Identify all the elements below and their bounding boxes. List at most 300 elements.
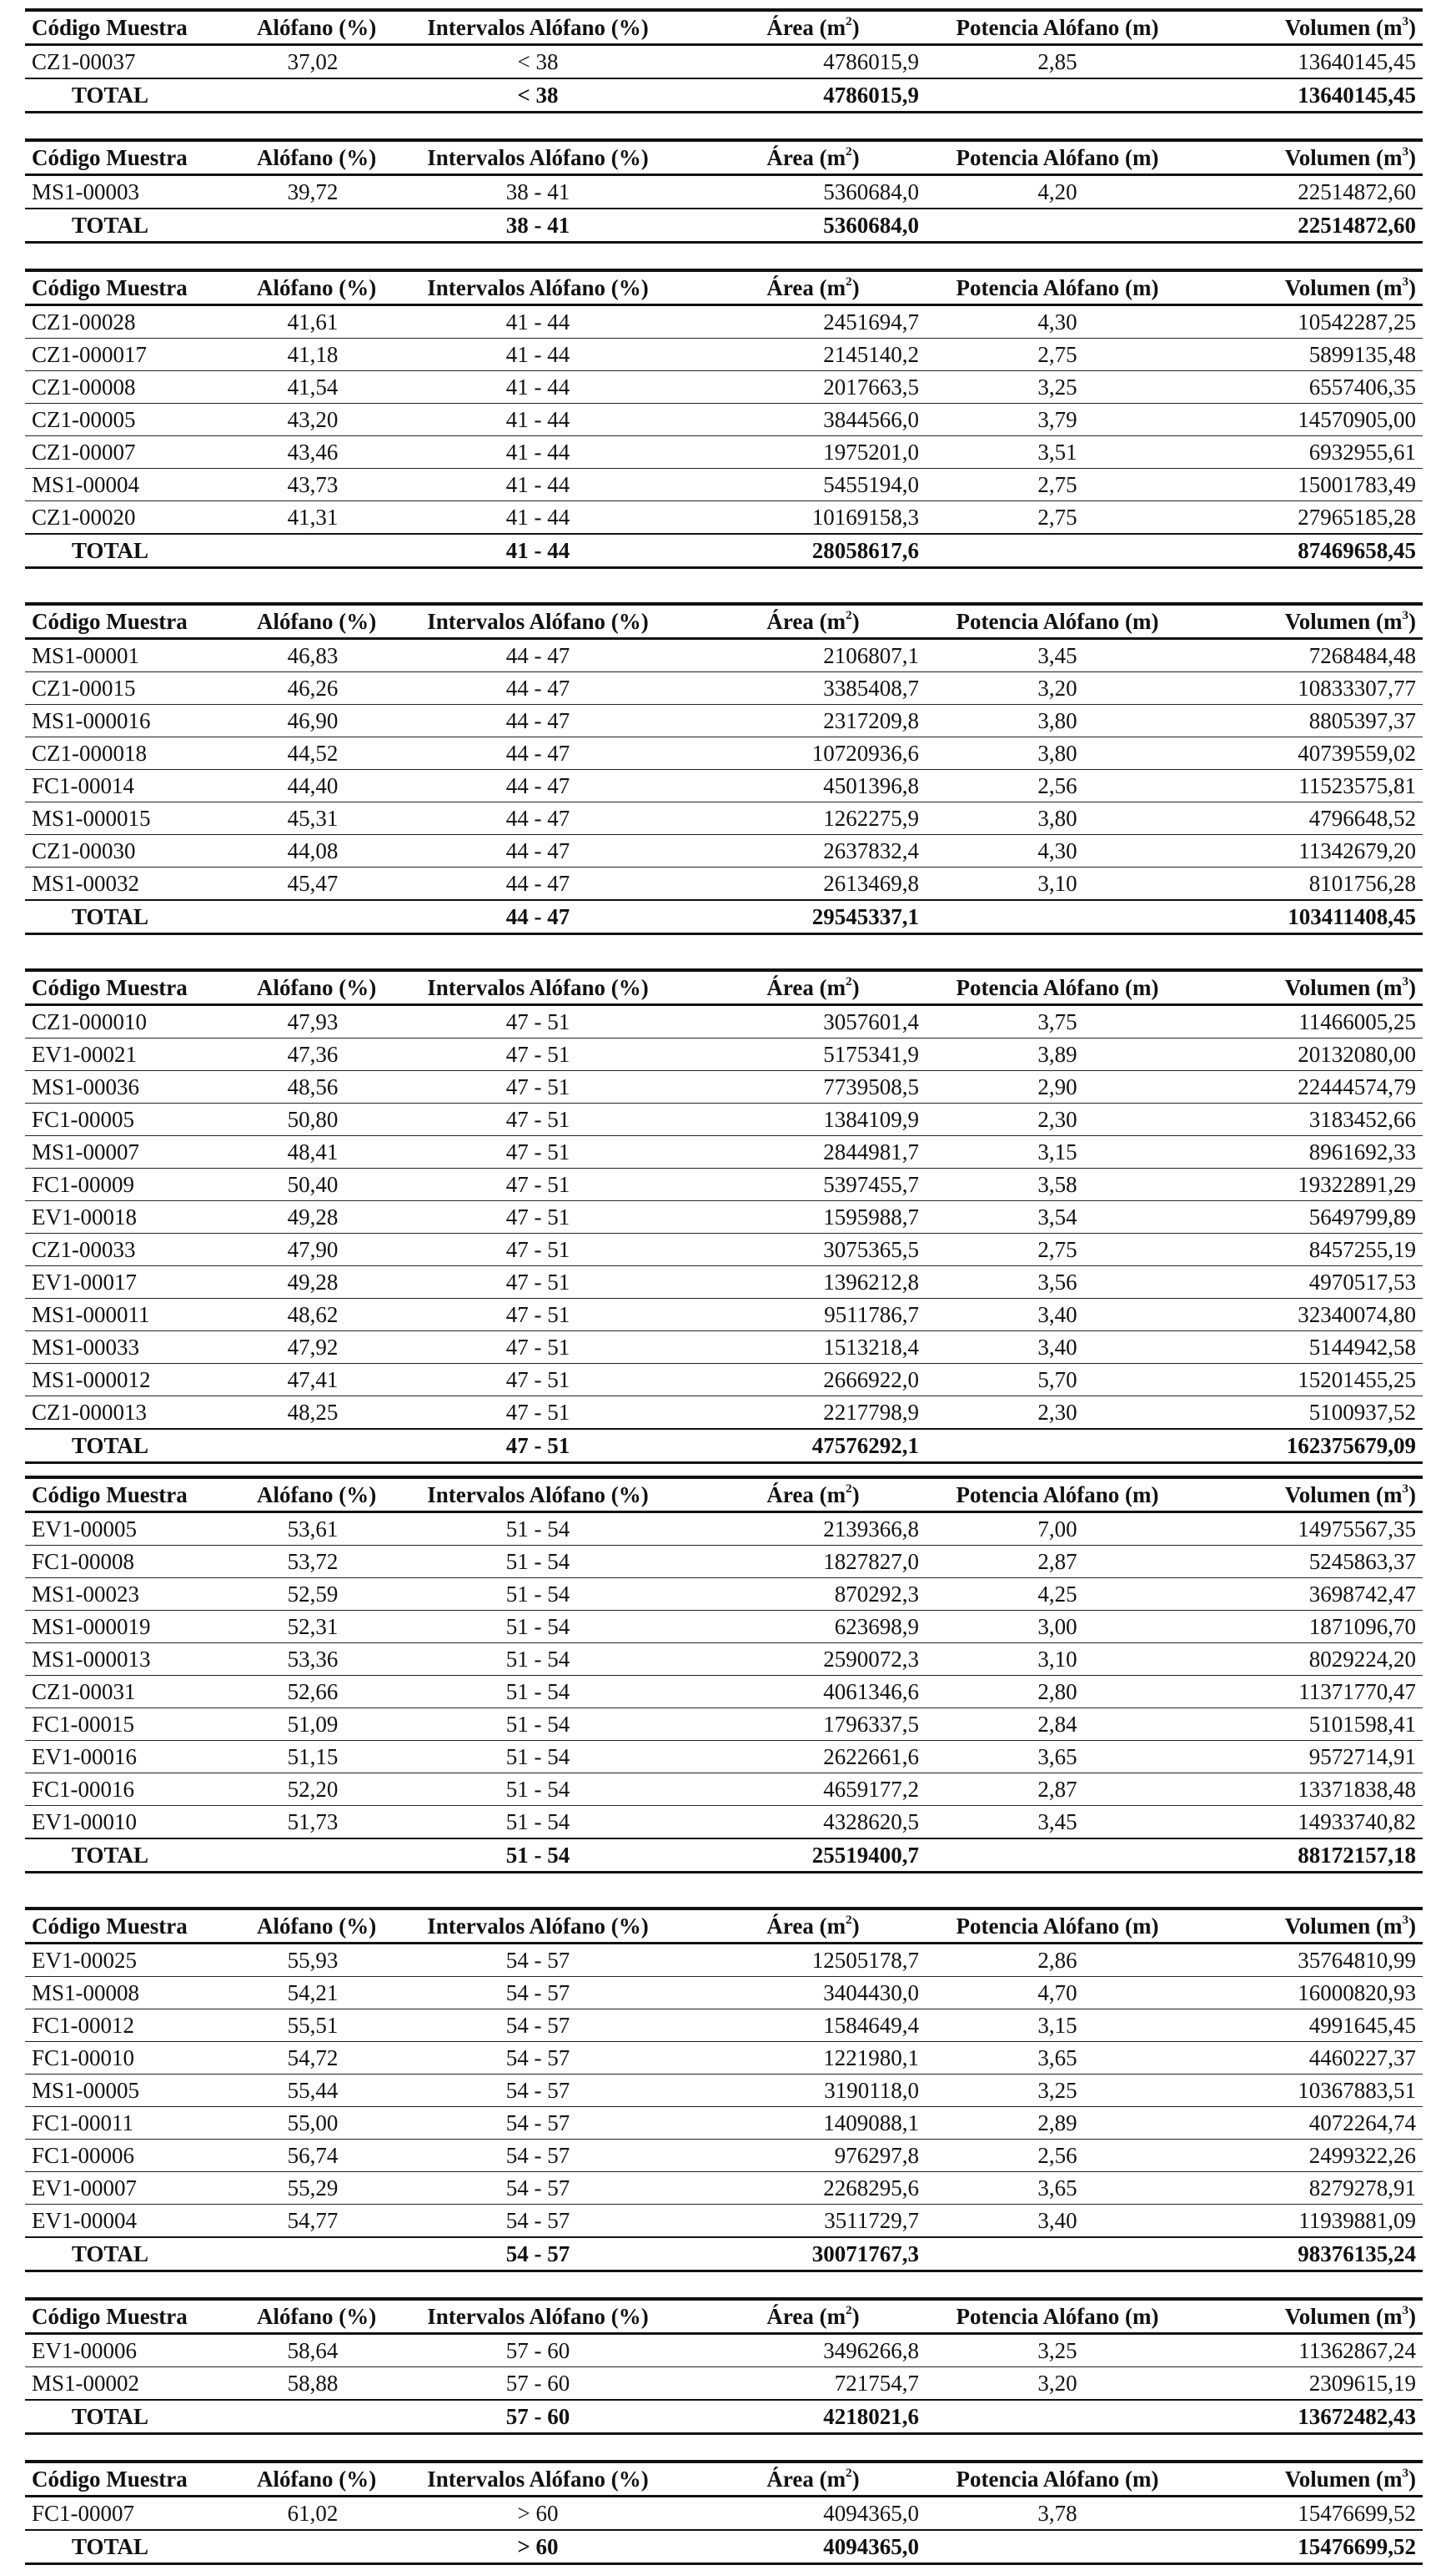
table-row — [25, 1643, 1423, 1676]
table-row — [25, 2107, 1423, 2140]
cell: 47 - 51 — [375, 1005, 700, 1039]
header-volumen-close: ) — [1408, 15, 1416, 40]
header-alofano: Alófano (%) — [257, 609, 377, 634]
cell: 2,80 — [926, 1676, 1189, 1708]
table-header-row — [25, 140, 1423, 175]
cell: 870292,3 — [700, 1578, 926, 1611]
total-empty — [926, 534, 1189, 568]
cell: 44 - 47 — [375, 802, 700, 835]
cell: 2,87 — [926, 1773, 1189, 1806]
cell: 52,31 — [250, 1611, 375, 1643]
total-volume: 98376135,24 — [1189, 2237, 1423, 2271]
total-empty — [926, 2400, 1189, 2434]
total-interval: 41 - 44 — [375, 534, 700, 568]
cell: 47 - 51 — [375, 1299, 700, 1331]
cell: 2,75 — [926, 469, 1189, 501]
cell: FC1-00009 — [25, 1169, 250, 1201]
cell: 11939881,09 — [1189, 2205, 1423, 2238]
cell: 54,77 — [250, 2205, 375, 2238]
cell: 41 - 44 — [375, 339, 700, 371]
total-label: TOTAL — [25, 1429, 250, 1463]
header-area-text: Área (m — [766, 145, 846, 170]
total-area: 29545337,1 — [700, 900, 926, 934]
cell: 46,26 — [250, 672, 375, 705]
cell: 47 - 51 — [375, 1136, 700, 1169]
cell: 43,46 — [250, 436, 375, 469]
cell: 10542287,25 — [1189, 305, 1423, 339]
header-area-text: Área (m — [766, 1482, 846, 1507]
cell: 44 - 47 — [375, 737, 700, 770]
cell: 2217798,9 — [700, 1396, 926, 1430]
cell: 2,56 — [926, 2140, 1189, 2172]
total-empty — [926, 1429, 1189, 1463]
cell: 51,09 — [250, 1708, 375, 1741]
table-header-row — [25, 970, 1423, 1005]
cell: 4,30 — [926, 835, 1189, 868]
cell: 61,02 — [250, 2497, 375, 2531]
table-row — [25, 436, 1423, 469]
header-area-close: ) — [851, 1914, 860, 1939]
cell: 46,90 — [250, 705, 375, 737]
header-area-exponent: 2 — [846, 275, 852, 289]
total-area: 25519400,7 — [700, 1838, 926, 1873]
cell: 13640145,45 — [1189, 45, 1423, 79]
cell: EV1-00021 — [25, 1039, 250, 1071]
total-label: TOTAL — [25, 2400, 250, 2434]
cell: 47 - 51 — [375, 1396, 700, 1430]
cell: 10367883,51 — [1189, 2075, 1423, 2107]
header-volumen-exponent: 3 — [1402, 1914, 1408, 1927]
cell: 52,66 — [250, 1676, 375, 1708]
cell: EV1-00017 — [25, 1266, 250, 1299]
cell: 51 - 54 — [375, 1611, 700, 1643]
table-row — [25, 305, 1423, 339]
cell: 4991645,45 — [1189, 2009, 1423, 2042]
cell: 3,80 — [926, 802, 1189, 835]
cell: CZ1-00037 — [25, 45, 250, 79]
total-area: 28058617,6 — [700, 534, 926, 568]
header-codigo: Código Muestra — [32, 15, 188, 40]
cell: CZ1-00008 — [25, 371, 250, 404]
cell: 1221980,1 — [700, 2042, 926, 2075]
total-row — [25, 2400, 1423, 2434]
total-volume: 162375679,09 — [1189, 1429, 1423, 1463]
cell: MS1-00002 — [25, 2367, 250, 2401]
cell: 47 - 51 — [375, 1039, 700, 1071]
cell: 976297,8 — [700, 2140, 926, 2172]
table-header-row — [25, 2462, 1423, 2497]
interval-table — [25, 8, 1423, 113]
cell: 41 - 44 — [375, 404, 700, 436]
header-intervalos: Intervalos Alófano (%) — [427, 2304, 649, 2329]
cell: 22444574,79 — [1189, 1071, 1423, 1104]
cell: MS1-000019 — [25, 1611, 250, 1643]
table-row — [25, 802, 1423, 835]
cell: 3,78 — [926, 2497, 1189, 2531]
cell: FC1-00006 — [25, 2140, 250, 2172]
cell: 8279278,91 — [1189, 2172, 1423, 2205]
cell: 11523575,81 — [1189, 770, 1423, 802]
cell: 2,87 — [926, 1546, 1189, 1578]
cell: 55,51 — [250, 2009, 375, 2042]
total-volume: 88172157,18 — [1189, 1838, 1423, 1873]
cell: 27965185,28 — [1189, 501, 1423, 535]
cell: 3057601,4 — [700, 1005, 926, 1039]
table-row — [25, 672, 1423, 705]
cell: 3,10 — [926, 868, 1189, 901]
cell: 45,47 — [250, 868, 375, 901]
header-potencia: Potencia Alófano (m) — [956, 275, 1159, 300]
cell: 3,58 — [926, 1169, 1189, 1201]
table-row — [25, 1234, 1423, 1266]
total-empty — [250, 2400, 375, 2434]
cell: < 38 — [375, 45, 700, 79]
cell: 4328620,5 — [700, 1806, 926, 1839]
cell: 47 - 51 — [375, 1234, 700, 1266]
cell: 5,70 — [926, 1364, 1189, 1396]
cell: 8457255,19 — [1189, 1234, 1423, 1266]
header-volumen-close: ) — [1408, 2304, 1416, 2329]
cell: EV1-00004 — [25, 2205, 250, 2238]
cell: 3,25 — [926, 2334, 1189, 2367]
total-empty — [926, 2530, 1189, 2564]
total-interval: 57 - 60 — [375, 2400, 700, 2434]
cell: MS1-000013 — [25, 1643, 250, 1676]
header-codigo: Código Muestra — [32, 1482, 188, 1507]
cell: 3404430,0 — [700, 1977, 926, 2009]
cell: 47 - 51 — [375, 1364, 700, 1396]
cell: 16000820,93 — [1189, 1977, 1423, 2009]
interval-table — [25, 1907, 1423, 2272]
cell: 44 - 47 — [375, 705, 700, 737]
total-area: 4094365,0 — [700, 2530, 926, 2564]
cell: 51 - 54 — [375, 1708, 700, 1741]
interval-table — [25, 138, 1423, 244]
header-volumen-text: Volumen (m — [1284, 15, 1403, 40]
cell: 47,36 — [250, 1039, 375, 1071]
table-row — [25, 1741, 1423, 1773]
cell: 4072264,74 — [1189, 2107, 1423, 2140]
table-row — [25, 1578, 1423, 1611]
cell: 35764810,99 — [1189, 1944, 1423, 1977]
total-empty — [926, 2237, 1189, 2271]
total-empty — [250, 1429, 375, 1463]
cell: 44 - 47 — [375, 868, 700, 901]
cell: CZ1-000010 — [25, 1005, 250, 1039]
header-codigo: Código Muestra — [32, 2467, 188, 2492]
cell: 1262275,9 — [700, 802, 926, 835]
header-volumen — [1189, 2462, 1423, 2497]
cell: 53,61 — [250, 1512, 375, 1546]
header-volumen — [1189, 604, 1423, 639]
total-interval: 54 - 57 — [375, 2237, 700, 2271]
cell: 47 - 51 — [375, 1104, 700, 1136]
table-row — [25, 2497, 1423, 2531]
total-label: TOTAL — [25, 2237, 250, 2271]
cell: 4094365,0 — [700, 2497, 926, 2531]
cell: 41 - 44 — [375, 436, 700, 469]
table-row — [25, 1299, 1423, 1331]
cell: 4786015,9 — [700, 45, 926, 79]
table-row — [25, 1546, 1423, 1578]
cell: 5245863,37 — [1189, 1546, 1423, 1578]
total-row — [25, 1429, 1423, 1463]
cell: 54 - 57 — [375, 2172, 700, 2205]
cell: 1827827,0 — [700, 1546, 926, 1578]
header-codigo: Código Muestra — [32, 1914, 188, 1939]
cell: 2,30 — [926, 1396, 1189, 1430]
header-area — [700, 270, 926, 305]
header-area-close: ) — [851, 2304, 860, 2329]
cell: 48,41 — [250, 1136, 375, 1169]
cell: 8029224,20 — [1189, 1643, 1423, 1676]
cell: 2622661,6 — [700, 1741, 926, 1773]
cell: 47 - 51 — [375, 1071, 700, 1104]
header-volumen-text: Volumen (m — [1284, 275, 1403, 300]
header-volumen-exponent: 3 — [1402, 975, 1408, 988]
total-label: TOTAL — [25, 78, 250, 113]
header-codigo: Código Muestra — [32, 275, 188, 300]
cell: 4460227,37 — [1189, 2042, 1423, 2075]
cell: 51 - 54 — [375, 1578, 700, 1611]
cell: 2,85 — [926, 45, 1189, 79]
cell: 3,65 — [926, 1741, 1189, 1773]
cell: 44,08 — [250, 835, 375, 868]
cell: 32340074,80 — [1189, 1299, 1423, 1331]
table-row — [25, 1039, 1423, 1071]
cell: 11466005,25 — [1189, 1005, 1423, 1039]
cell: 51 - 54 — [375, 1773, 700, 1806]
header-intervalos: Intervalos Alófano (%) — [427, 275, 649, 300]
table-row — [25, 1773, 1423, 1806]
cell: 56,74 — [250, 2140, 375, 2172]
header-area-text: Área (m — [766, 275, 846, 300]
cell: MS1-00007 — [25, 1136, 250, 1169]
cell: MS1-00004 — [25, 469, 250, 501]
header-intervalos: Intervalos Alófano (%) — [427, 1482, 649, 1507]
total-volume: 22514872,60 — [1189, 209, 1423, 243]
cell: 623698,9 — [700, 1611, 926, 1643]
interval-table — [25, 602, 1423, 935]
cell: FC1-00007 — [25, 2497, 250, 2531]
table-row — [25, 1201, 1423, 1234]
cell: MS1-00003 — [25, 175, 250, 209]
header-volumen — [1189, 970, 1423, 1005]
cell: 48,25 — [250, 1396, 375, 1430]
cell: 3,56 — [926, 1266, 1189, 1299]
cell: MS1-00008 — [25, 1977, 250, 2009]
header-alofano: Alófano (%) — [257, 2467, 377, 2492]
header-volumen-text: Volumen (m — [1284, 975, 1403, 1000]
cell: FC1-00008 — [25, 1546, 250, 1578]
cell: 3,79 — [926, 404, 1189, 436]
header-area-text: Área (m — [766, 1914, 846, 1939]
cell: CZ1-00020 — [25, 501, 250, 535]
header-potencia: Potencia Alófano (m) — [956, 1914, 1159, 1939]
table-row — [25, 2009, 1423, 2042]
cell: 55,00 — [250, 2107, 375, 2140]
cell: 51 - 54 — [375, 1512, 700, 1546]
table-row — [25, 2140, 1423, 2172]
header-volumen — [1189, 140, 1423, 175]
cell: 3,25 — [926, 2075, 1189, 2107]
cell: EV1-00010 — [25, 1806, 250, 1839]
header-intervalos: Intervalos Alófano (%) — [427, 2467, 649, 2492]
header-alofano: Alófano (%) — [257, 975, 377, 1000]
total-row — [25, 2237, 1423, 2271]
total-empty — [250, 2237, 375, 2271]
cell: EV1-00006 — [25, 2334, 250, 2367]
cell: 4,70 — [926, 1977, 1189, 2009]
header-area-text: Área (m — [766, 609, 846, 634]
total-empty — [250, 534, 375, 568]
total-interval: > 60 — [375, 2530, 700, 2564]
cell: 41 - 44 — [375, 371, 700, 404]
cell: CZ1-00030 — [25, 835, 250, 868]
cell: 5144942,58 — [1189, 1331, 1423, 1364]
header-alofano: Alófano (%) — [257, 2304, 377, 2329]
cell: 41 - 44 — [375, 501, 700, 535]
header-area — [700, 604, 926, 639]
header-volumen-close: ) — [1408, 975, 1416, 1000]
cell: 2145140,2 — [700, 339, 926, 371]
cell: 3,51 — [926, 436, 1189, 469]
cell: 52,20 — [250, 1773, 375, 1806]
interval-table — [25, 2297, 1423, 2435]
cell: 7739508,5 — [700, 1071, 926, 1104]
total-label: TOTAL — [25, 209, 250, 243]
cell: CZ1-00031 — [25, 1676, 250, 1708]
cell: 54 - 57 — [375, 2009, 700, 2042]
table-row — [25, 1512, 1423, 1546]
cell: 54 - 57 — [375, 2107, 700, 2140]
cell: 43,20 — [250, 404, 375, 436]
header-area-exponent: 2 — [846, 2467, 852, 2480]
cell: 40739559,02 — [1189, 737, 1423, 770]
table-header-row — [25, 604, 1423, 639]
cell: EV1-00007 — [25, 2172, 250, 2205]
cell: 7268484,48 — [1189, 639, 1423, 672]
total-label: TOTAL — [25, 534, 250, 568]
cell: 5397455,7 — [700, 1169, 926, 1201]
cell: 3,40 — [926, 1331, 1189, 1364]
table-header-row — [25, 1477, 1423, 1512]
cell: 2499322,26 — [1189, 2140, 1423, 2172]
cell: 51 - 54 — [375, 1741, 700, 1773]
header-area-close: ) — [851, 975, 860, 1000]
cell: > 60 — [375, 2497, 700, 2531]
table-row — [25, 45, 1423, 79]
header-area-exponent: 2 — [846, 1482, 852, 1496]
table-row — [25, 1169, 1423, 1201]
total-volume: 103411408,45 — [1189, 900, 1423, 934]
cell: 55,29 — [250, 2172, 375, 2205]
cell: 2637832,4 — [700, 835, 926, 868]
cell: 50,40 — [250, 1169, 375, 1201]
cell: 3,25 — [926, 371, 1189, 404]
header-area-exponent: 2 — [846, 975, 852, 988]
cell: 2139366,8 — [700, 1512, 926, 1546]
table-row — [25, 1944, 1423, 1977]
cell: FC1-00010 — [25, 2042, 250, 2075]
total-volume: 15476699,52 — [1189, 2530, 1423, 2564]
cell: 9511786,7 — [700, 1299, 926, 1331]
total-volume: 13640145,45 — [1189, 78, 1423, 113]
cell: MS1-00001 — [25, 639, 250, 672]
header-volumen-text: Volumen (m — [1284, 609, 1403, 634]
table-row — [25, 1806, 1423, 1839]
cell: EV1-00025 — [25, 1944, 250, 1977]
header-volumen-close: ) — [1408, 1914, 1416, 1939]
header-volumen-text: Volumen (m — [1284, 145, 1403, 170]
table-header-row — [25, 2299, 1423, 2334]
header-volumen — [1189, 10, 1423, 45]
header-intervalos: Intervalos Alófano (%) — [427, 1914, 649, 1939]
cell: 3,10 — [926, 1643, 1189, 1676]
table-header-row — [25, 1909, 1423, 1944]
cell: 2017663,5 — [700, 371, 926, 404]
header-codigo: Código Muestra — [32, 609, 188, 634]
header-area-text: Área (m — [766, 2467, 846, 2492]
header-area-close: ) — [851, 145, 860, 170]
header-area-close: ) — [851, 1482, 860, 1507]
total-empty — [250, 78, 375, 113]
header-area-text: Área (m — [766, 975, 846, 1000]
total-label: TOTAL — [25, 900, 250, 934]
cell: 5360684,0 — [700, 175, 926, 209]
cell: 44 - 47 — [375, 672, 700, 705]
cell: 3,89 — [926, 1039, 1189, 1071]
cell: 5100937,52 — [1189, 1396, 1423, 1430]
cell: 5101598,41 — [1189, 1708, 1423, 1741]
table-row — [25, 770, 1423, 802]
cell: 1396212,8 — [700, 1266, 926, 1299]
cell: 2,90 — [926, 1071, 1189, 1104]
cell: 57 - 60 — [375, 2367, 700, 2401]
total-row — [25, 78, 1423, 113]
cell: 44,40 — [250, 770, 375, 802]
cell: 52,59 — [250, 1578, 375, 1611]
cell: FC1-00014 — [25, 770, 250, 802]
cell: 3075365,5 — [700, 1234, 926, 1266]
cell: 5175341,9 — [700, 1039, 926, 1071]
table-row — [25, 2334, 1423, 2367]
cell: 3,15 — [926, 1136, 1189, 1169]
table-row — [25, 1611, 1423, 1643]
cell: FC1-00015 — [25, 1708, 250, 1741]
cell: 41,54 — [250, 371, 375, 404]
cell: MS1-000015 — [25, 802, 250, 835]
header-area-close: ) — [851, 275, 860, 300]
cell: 8805397,37 — [1189, 705, 1423, 737]
cell: 3190118,0 — [700, 2075, 926, 2107]
cell: 1409088,1 — [700, 2107, 926, 2140]
cell: 14570905,00 — [1189, 404, 1423, 436]
total-area: 5360684,0 — [700, 209, 926, 243]
cell: 3385408,7 — [700, 672, 926, 705]
header-alofano: Alófano (%) — [257, 15, 377, 40]
table-row — [25, 371, 1423, 404]
cell: 3,40 — [926, 2205, 1189, 2238]
cell: 51,15 — [250, 1741, 375, 1773]
header-potencia: Potencia Alófano (m) — [956, 2304, 1159, 2329]
cell: 3,65 — [926, 2172, 1189, 2205]
header-intervalos: Intervalos Alófano (%) — [427, 15, 649, 40]
table-row — [25, 1136, 1423, 1169]
total-area: 4218021,6 — [700, 2400, 926, 2434]
cell: 51 - 54 — [375, 1806, 700, 1839]
cell: 6932955,61 — [1189, 436, 1423, 469]
